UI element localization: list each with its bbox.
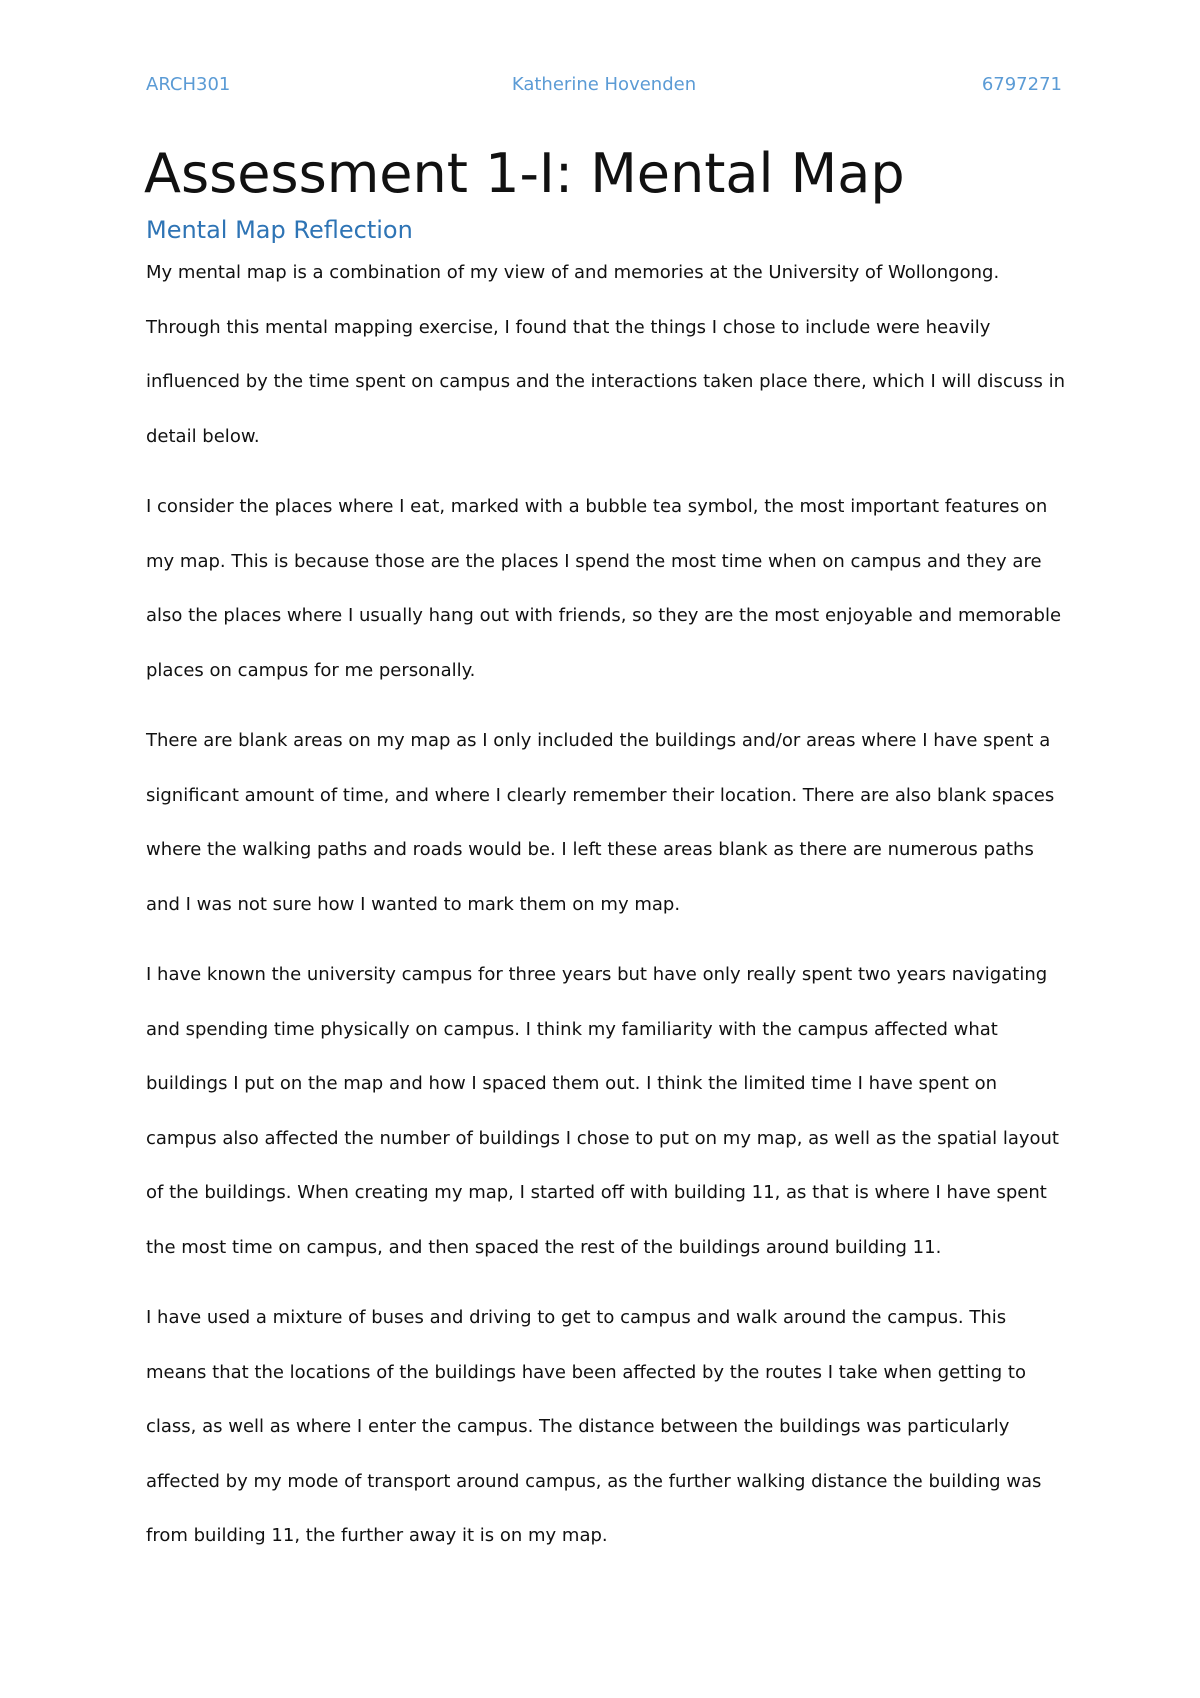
text-line: from building 11, the further away it is on my map. — [146, 1525, 608, 1546]
section-heading: Mental Map Reflection — [146, 216, 413, 244]
text-line: There are blank areas on my map as I only included the buildings and/or areas where I have spent a — [146, 730, 1051, 751]
paragraph — [146, 948, 1066, 1275]
paragraph — [146, 714, 1066, 932]
text-line: my map. This is because those are the places I spend the most time when on campus and they are — [146, 550, 1042, 572]
text-line: I have used a mixture of buses and driving to get to campus and walk around the campus. This — [146, 1307, 1007, 1328]
text-line: buildings I put on the map and how I spaced them out. I think the limited time I have spent on — [146, 1073, 998, 1094]
text-line: and I was not sure how I wanted to mark them on my map. — [146, 893, 681, 915]
text-line: influenced by the time spent on campus and the interactions taken place there, which I will discuss in — [146, 371, 1066, 392]
text-line: campus also affected the number of buildings I chose to put on my map, as well as the spatial layout — [146, 1127, 1059, 1149]
text-line: means that the locations of the buildings have been affected by the routes I take when getting to — [146, 1361, 1026, 1383]
text-line: detail below. — [146, 425, 260, 447]
document-title: Assessment 1-I: Mental Map — [144, 142, 905, 205]
text-line: My mental map is a combination of my view of and memories at the University of Wollongong. — [146, 262, 1000, 283]
paragraph — [146, 1291, 1066, 1564]
text-line: also the places where I usually hang out with friends, so they are the most enjoyable and memorable — [146, 605, 1062, 626]
text-line: where the walking paths and roads would be. I left these areas blank as there are numerous paths — [146, 839, 1034, 860]
text-line: and spending time physically on campus. I think my familiarity with the campus affected what — [146, 1018, 998, 1040]
text-line: the most time on campus, and then spaced the rest of the buildings around building 11. — [146, 1236, 942, 1258]
page-header — [146, 74, 1062, 102]
paragraph — [146, 246, 1066, 464]
text-line: I consider the places where I eat, marked with a bubble tea symbol, the most important features on — [146, 496, 1048, 517]
paragraph — [146, 480, 1066, 698]
document-body — [146, 246, 1066, 1580]
text-line: I have known the university campus for three years but have only really spent two years navigating — [146, 964, 1048, 985]
text-line: affected by my mode of transport around campus, as the further walking distance the building was — [146, 1470, 1042, 1492]
text-line: class, as well as where I enter the campus. The distance between the buildings was particularly — [146, 1416, 1010, 1437]
header-student-id: 6797271 — [981, 74, 1062, 95]
text-line: Through this mental mapping exercise, I found that the things I chose to include were heavily — [146, 316, 991, 338]
header-author: Katherine Hovenden — [511, 74, 697, 95]
text-line: significant amount of time, and where I clearly remember their location. There are also blank spaces — [146, 784, 1055, 806]
text-line: of the buildings. When creating my map, I started off with building 11, as that is where I have spent — [146, 1182, 1047, 1203]
header-course-code: ARCH301 — [146, 74, 231, 95]
text-line: places on campus for me personally. — [146, 659, 476, 681]
